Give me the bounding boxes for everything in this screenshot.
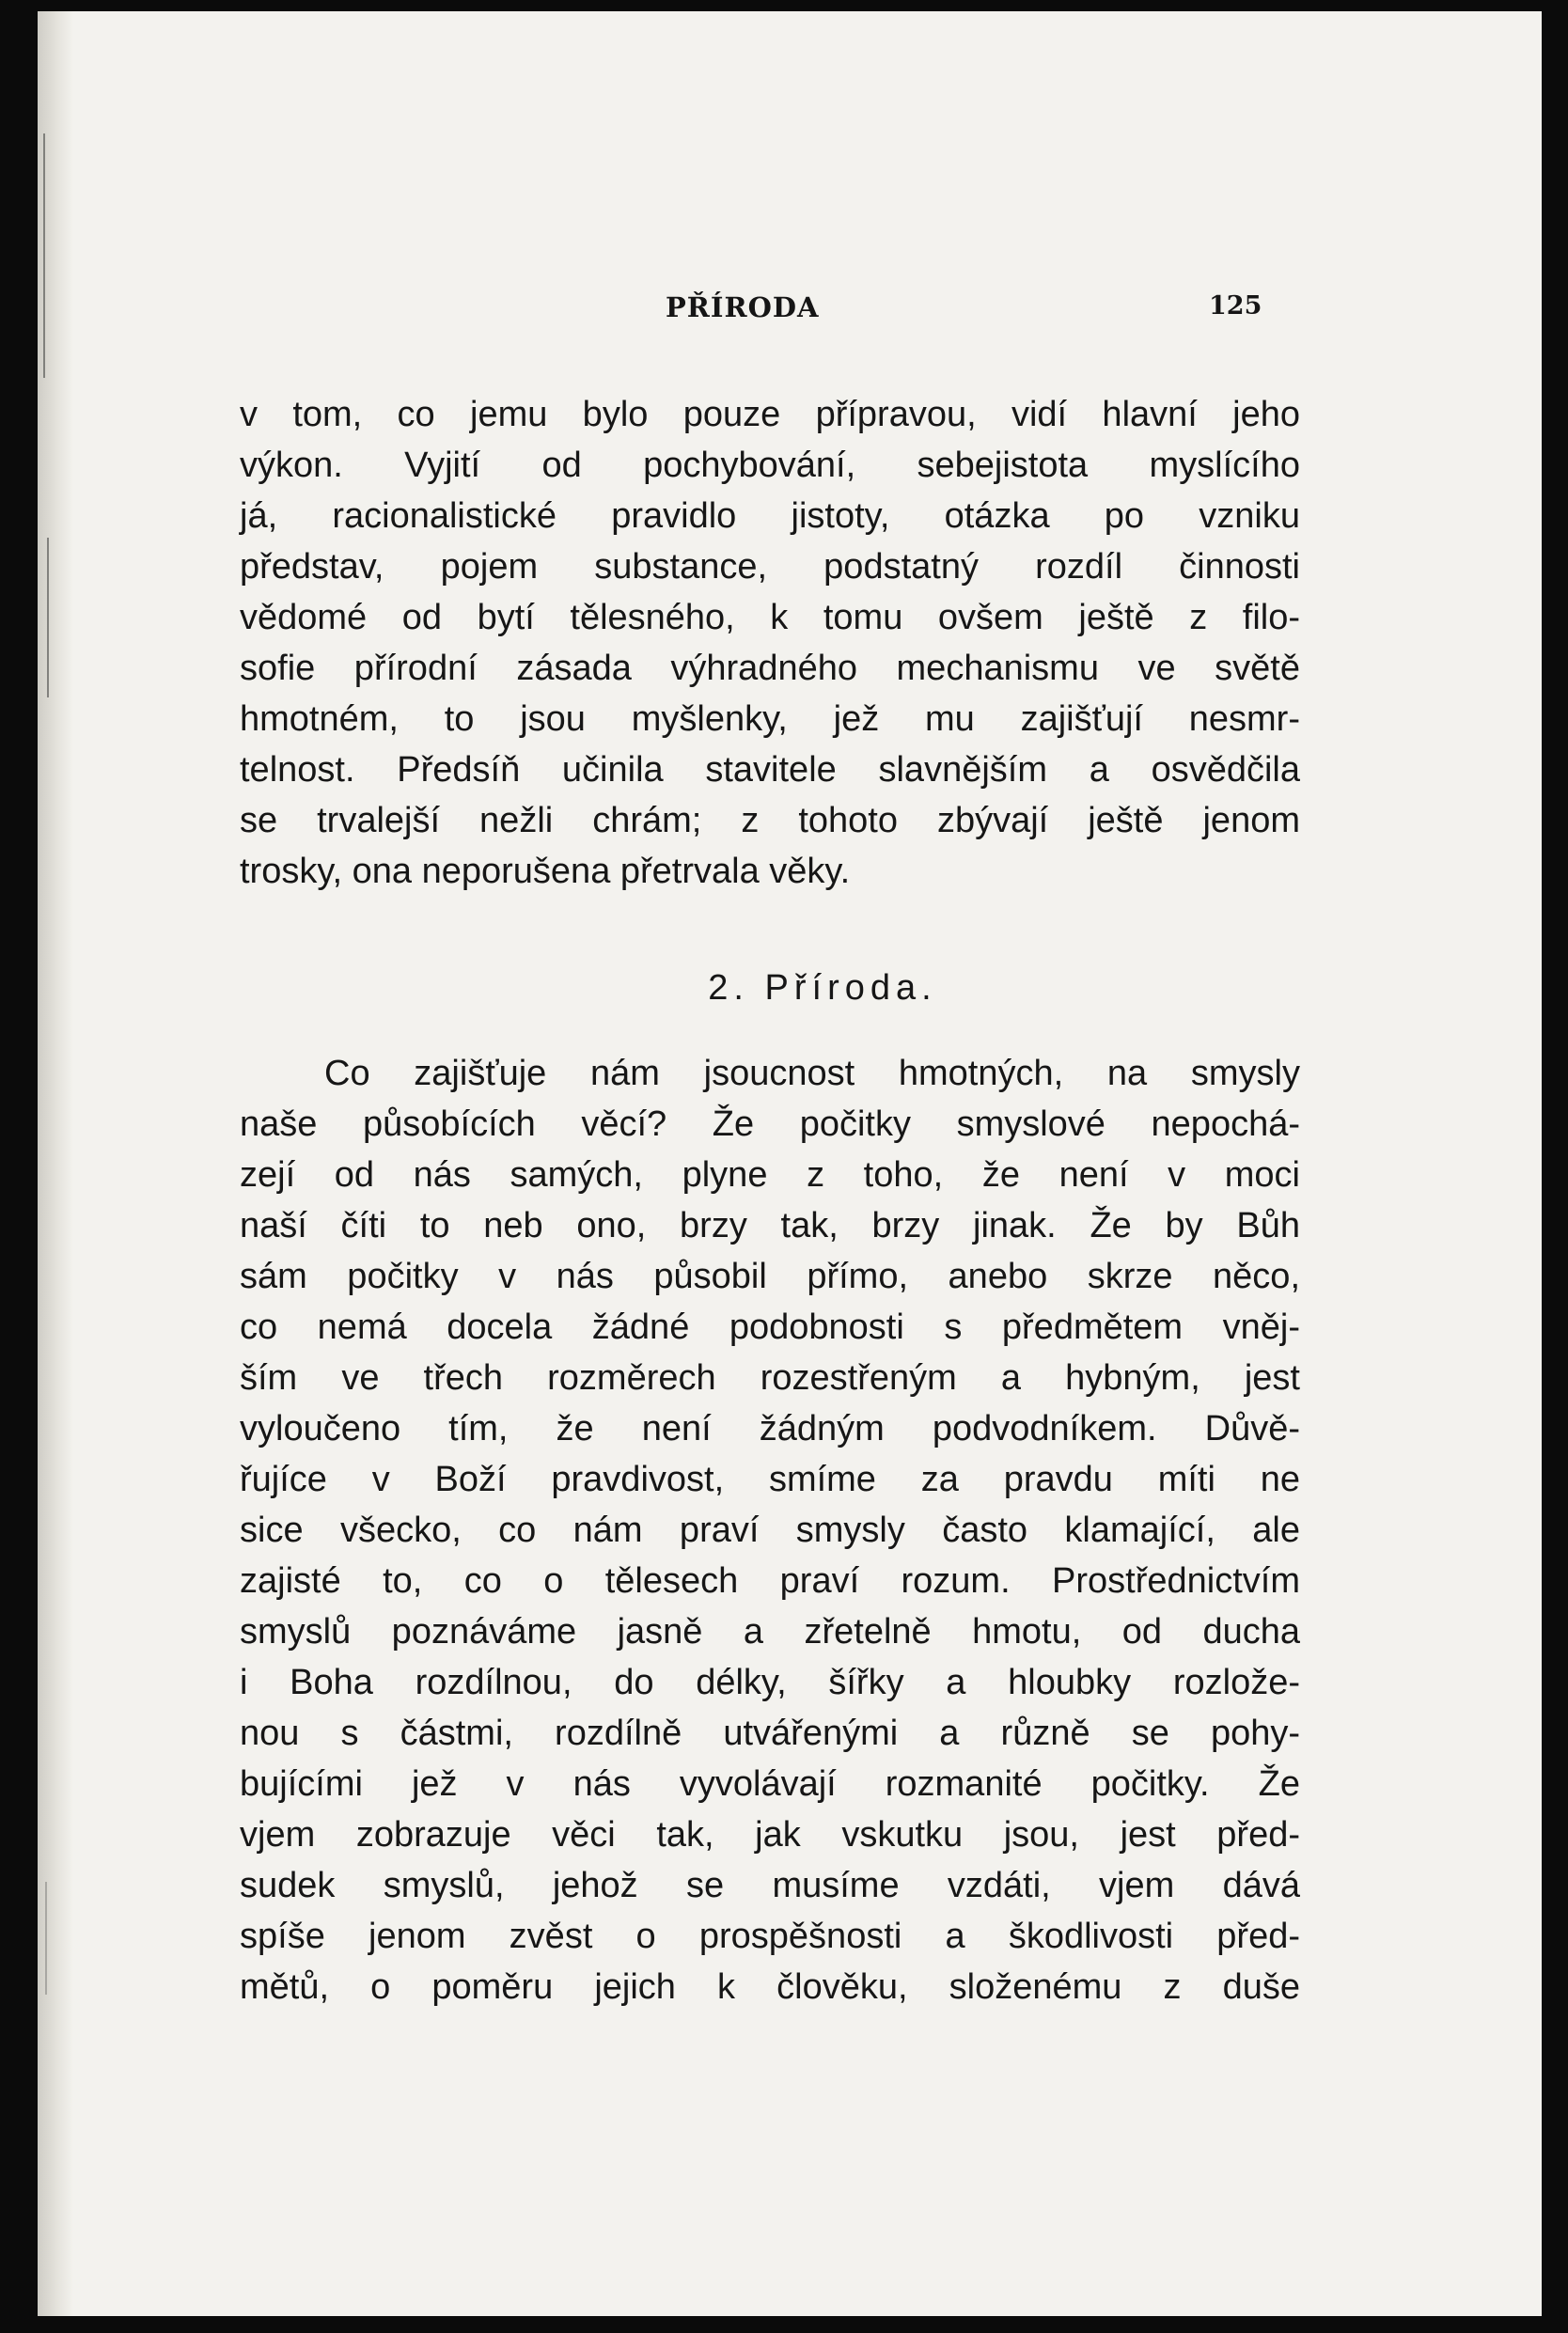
text-line: představ, pojem substance, podstatný rozdíl činnosti xyxy=(240,547,1300,587)
text-line: zejí od nás samých, plyne z toho, že není v moci xyxy=(240,1155,1300,1195)
text-line: výkon. Vyjití od pochybování, sebejistota myslícího xyxy=(240,446,1300,485)
page-edge-mark xyxy=(45,1882,47,1995)
text-line: trosky, ona neporušena přetrvala věky. xyxy=(240,852,851,891)
text-line: mětů, o poměru jejich k člověku, složenému z duše xyxy=(240,1967,1300,2007)
text-line: zajisté to, co o tělesech praví rozum. Prostřednictvím xyxy=(240,1561,1300,1601)
page-edge-mark xyxy=(43,133,45,378)
text-line: já, racionalistické pravidlo jistoty, otázka po vzniku xyxy=(240,496,1300,536)
text-line: v tom, co jemu bylo pouze přípravou, vidí hlavní jeho xyxy=(240,395,1300,434)
text-line: bujícími jež v nás vyvolávají rozmanité počitky. Že xyxy=(240,1764,1300,1804)
book-page xyxy=(38,11,1542,2316)
text-line: řujíce v Boží pravdivost, smíme za pravdu míti ne xyxy=(240,1460,1300,1499)
text-line: nou s částmi, rozdílně utvářenými a různě se pohy- xyxy=(240,1714,1300,1753)
text-line: se trvalejší nežli chrám; z tohoto zbývají ještě jenom xyxy=(240,801,1300,840)
text-line: spíše jenom zvěst o prospěšnosti a škodlivosti před- xyxy=(240,1917,1300,1956)
running-title: PŘÍRODA xyxy=(666,291,820,323)
text-line: hmotném, to jsou myšlenky, jež mu zajišťují nesmr- xyxy=(240,699,1300,739)
paragraph xyxy=(240,1048,1300,2012)
text-line: naše působících věcí? Že počitky smyslové nepochá- xyxy=(240,1104,1300,1144)
text-line: sice všecko, co nám praví smysly často klamající, ale xyxy=(240,1511,1300,1550)
page-number: 125 xyxy=(1209,291,1262,321)
text-line: telnost. Předsíň učinila stavitele slavnějším a osvědčila xyxy=(240,750,1300,790)
text-line: sudek smyslů, jehož se musíme vzdáti, vjem dává xyxy=(240,1866,1300,1905)
page-header xyxy=(38,291,1542,329)
section-heading: 2. Příroda. xyxy=(708,968,937,1008)
text-line: vědomé od bytí tělesného, k tomu ovšem ještě z filo- xyxy=(240,598,1300,637)
text-line: naší číti to neb ono, brzy tak, brzy jinak. Že by Bůh xyxy=(240,1206,1300,1245)
text-line: sofie přírodní zásada výhradného mechanismu ve světě xyxy=(240,649,1300,688)
text-line: ším ve třech rozměrech rozestřeným a hybným, jest xyxy=(240,1358,1300,1398)
text-line: sám počitky v nás působil přímo, anebo skrze něco, xyxy=(240,1257,1300,1296)
text-line: vjem zobrazuje věci tak, jak vskutku jsou, jest před- xyxy=(240,1815,1300,1855)
page-edge-mark xyxy=(47,538,49,697)
paragraph-continued xyxy=(240,389,1300,897)
text-line: i Boha rozdílnou, do délky, šířky a hloubky rozlože- xyxy=(240,1663,1300,1702)
text-line: smyslů poznáváme jasně a zřetelně hmotu, od ducha xyxy=(240,1612,1300,1652)
text-line: vyloučeno tím, že není žádným podvodníkem. Důvě- xyxy=(240,1409,1300,1448)
text-line: co nemá docela žádné podobnosti s předmětem vněj- xyxy=(240,1307,1300,1347)
text-line: Co zajišťuje nám jsoucnost hmotných, na smysly xyxy=(324,1054,1300,1093)
